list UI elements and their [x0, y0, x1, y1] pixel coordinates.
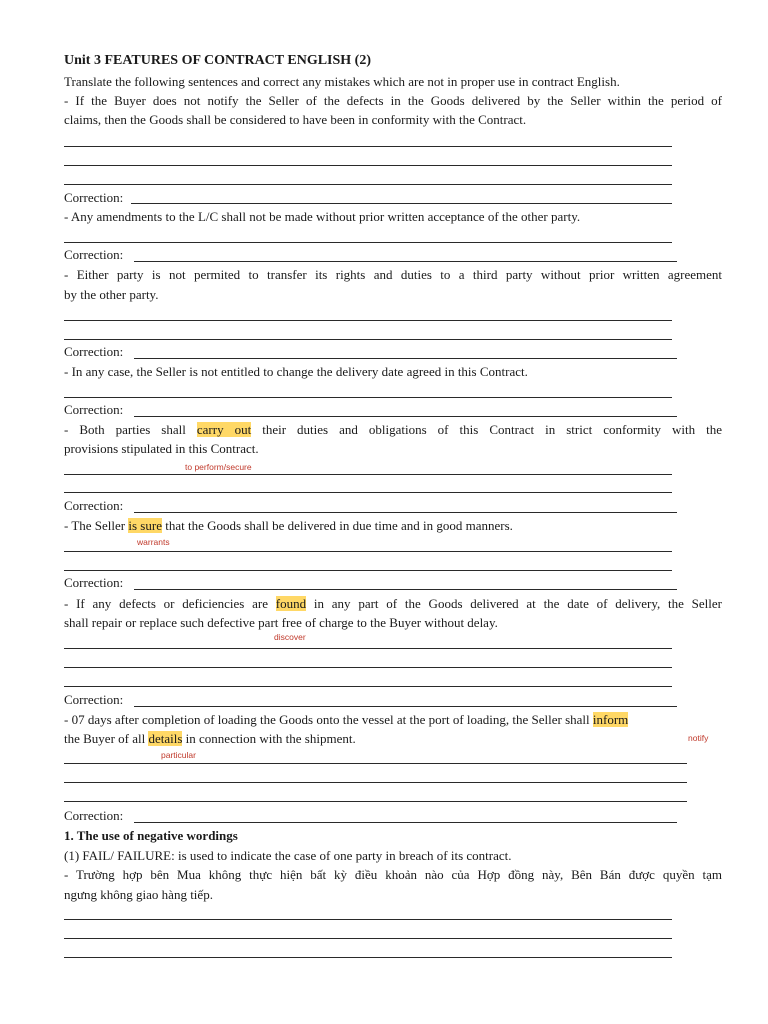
answer-line: [64, 801, 687, 802]
page-title: Unit 3 FEATURES OF CONTRACT ENGLISH (2): [64, 53, 372, 68]
sentence-4-line-1: - In any case, the Seller is not entitled to change the delivery date agreed in this Contract.: [64, 364, 528, 379]
highlighted-phrase: is sure: [128, 518, 162, 533]
instruction-text: Translate the following sentences and correct any mistakes which are not in proper use in contract English.: [64, 74, 620, 89]
answer-line: [64, 570, 672, 571]
correction-line: [134, 261, 677, 262]
correction-note: particular: [161, 750, 196, 760]
correction-label: Correction:: [64, 190, 124, 205]
sentence-5-line-2: provisions stipulated in this Contract.: [64, 441, 259, 456]
correction-line: [134, 416, 677, 417]
answer-line: [64, 919, 672, 920]
sentence-6-line-1: - The Seller is sure that the Goods shall be delivered in due time and in good manners.: [64, 518, 513, 533]
section-heading: 1. The use of negative wordings: [64, 828, 238, 843]
highlighted-phrase: carry out: [196, 422, 252, 437]
correction-line: [134, 822, 677, 823]
correction-label: Correction:: [64, 402, 124, 417]
correction-label: Correction:: [64, 498, 124, 513]
correction-line: [134, 512, 677, 513]
answer-line: [64, 146, 672, 147]
sentence-3-line-1: - Either party is not permited to transfer its rights and duties to a third party without prior written agreement: [64, 267, 722, 282]
sentence-7-line-1: - If any defects or deficiencies are found in any part of the Goods delivered at the date of delivery, the Seller: [64, 596, 723, 611]
correction-note: warrants: [137, 537, 170, 547]
exercise-line-2: ngưng không giao hàng tiếp.: [64, 887, 213, 902]
correction-label: Correction:: [64, 575, 124, 590]
answer-line: [64, 474, 672, 475]
correction-note: notify: [688, 733, 709, 743]
sentence-2-line-1: - Any amendments to the L/C shall not be made without prior written acceptance of the other party.: [64, 209, 581, 224]
section-subheading: (1) FAIL/ FAILURE: is used to indicate the case of one party in breach of its contract.: [64, 848, 512, 863]
sentence-1-line-1: - If the Buyer does not notify the Seller of the defects in the Goods delivered by the Seller within the period of: [64, 93, 722, 108]
answer-line: [64, 648, 672, 649]
answer-line: [64, 492, 672, 493]
answer-line: [64, 667, 672, 668]
sentence-5-line-1: - Both parties shall carry out their duties and obligations of this Contract in strict conformity with the: [64, 422, 722, 437]
exercise-line-1: - Trường hợp bên Mua không thực hiện bất kỳ điều khoản nào của Hợp đồng này, Bên Bán được quyền tạm: [64, 867, 722, 882]
correction-note: to perform/secure: [185, 462, 252, 472]
sentence-3-line-2: by the other party.: [64, 287, 159, 302]
answer-line: [64, 397, 672, 398]
correction-line: [134, 358, 677, 359]
correction-line: [134, 706, 677, 707]
highlighted-phrase: details: [148, 731, 183, 746]
answer-line: [64, 763, 687, 764]
correction-label: Correction:: [64, 692, 124, 707]
answer-line: [64, 165, 672, 166]
answer-line: [64, 339, 672, 340]
sentence-1-line-2: claims, then the Goods shall be considered to have been in conformity with the Contract.: [64, 112, 527, 127]
answer-line: [64, 938, 672, 939]
answer-line: [64, 184, 672, 185]
answer-line: [64, 686, 672, 687]
sentence-7-line-2: shall repair or replace such defective part free of charge to the Buyer without delay.: [64, 615, 498, 630]
highlighted-phrase: found: [275, 596, 307, 611]
correction-label: Correction:: [64, 808, 124, 823]
correction-label: Correction:: [64, 247, 124, 262]
correction-line: [131, 203, 672, 204]
answer-line: [64, 782, 687, 783]
correction-line: [134, 589, 677, 590]
correction-note: discover: [274, 632, 306, 642]
highlighted-phrase: inform: [592, 712, 629, 727]
answer-line: [64, 957, 672, 958]
answer-line: [64, 242, 672, 243]
correction-label: Correction:: [64, 344, 124, 359]
answer-line: [64, 551, 672, 552]
sentence-8-line-1: - 07 days after completion of loading the Goods onto the vessel at the port of loading, the Seller shall inform: [64, 712, 629, 727]
answer-line: [64, 320, 672, 321]
sentence-8-line-2: the Buyer of all details in connection with the shipment.: [64, 731, 356, 746]
